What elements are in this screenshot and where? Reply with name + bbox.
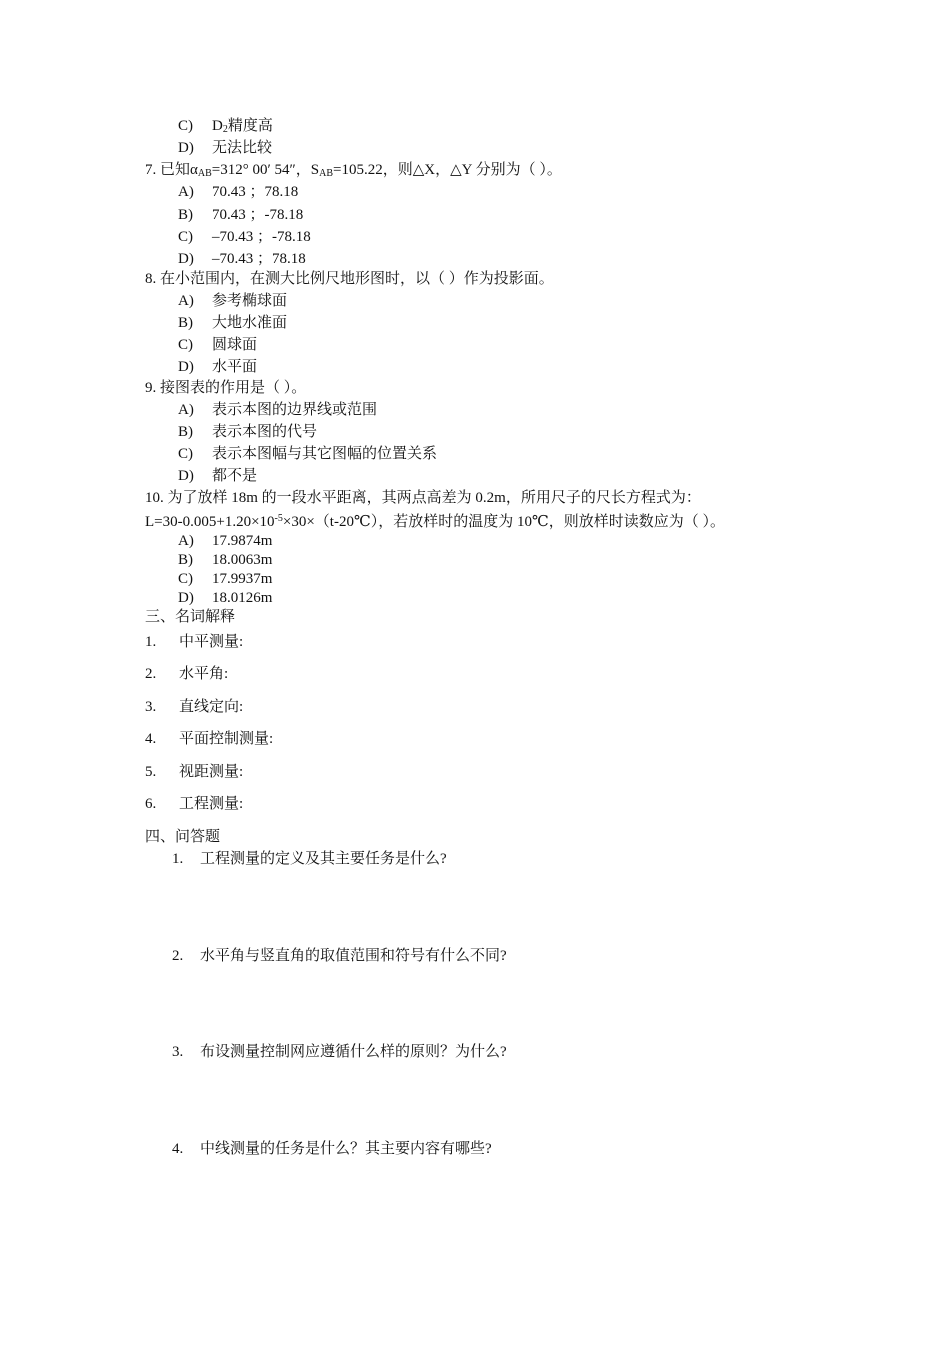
option-label: A) bbox=[178, 533, 194, 549]
section3-item-5 bbox=[145, 762, 243, 782]
option-label: D) bbox=[178, 140, 194, 156]
section3-item-1 bbox=[145, 632, 243, 652]
section4-title: 四、问答题 bbox=[145, 829, 221, 845]
option-label: C) bbox=[178, 229, 193, 245]
option-label: A) bbox=[178, 293, 194, 309]
section3-item-6 bbox=[145, 794, 243, 814]
q6-option-c bbox=[178, 116, 273, 140]
item-text: 视距测量: bbox=[179, 764, 244, 780]
q8-option-d bbox=[178, 357, 257, 377]
q7-stem bbox=[145, 160, 562, 184]
option-label: C) bbox=[178, 118, 193, 134]
option-label: A) bbox=[178, 402, 194, 418]
item-number: 1. bbox=[145, 634, 157, 650]
option-text: 18.0063m bbox=[212, 552, 273, 568]
item-text: 中平测量: bbox=[179, 634, 244, 650]
section4-item-2 bbox=[172, 946, 507, 966]
item-text: 中线测量的任务是什么？其主要内容有哪些? bbox=[200, 1141, 492, 1157]
option-text: 表示本图幅与其它图幅的位置关系 bbox=[212, 446, 438, 462]
option-text: 70.43 ；-78.18 bbox=[212, 207, 304, 223]
option-text: 水平面 bbox=[212, 359, 258, 375]
q9-option-b bbox=[178, 422, 317, 442]
q10-stem-line2 bbox=[145, 509, 725, 532]
option-text: 17.9874m bbox=[212, 533, 273, 549]
q8-stem: 8. 在小范围内，在测大比例尺地形图时，以（ ）作为投影面。 bbox=[145, 271, 554, 287]
option-label: B) bbox=[178, 207, 193, 223]
item-number: 5. bbox=[145, 764, 157, 780]
option-text: 17.9937m bbox=[212, 571, 273, 587]
item-number: 3. bbox=[172, 1044, 184, 1060]
option-text: 精度高 bbox=[227, 118, 273, 134]
subscript: AB bbox=[319, 168, 334, 179]
q6-option-d bbox=[178, 138, 272, 158]
option-label: B) bbox=[178, 552, 193, 568]
item-number: 2. bbox=[145, 666, 157, 682]
item-text: 直线定向: bbox=[179, 699, 244, 715]
stem-part: L=30-0.005+1.20×10 bbox=[145, 514, 275, 530]
option-text: 表示本图的代号 bbox=[212, 424, 318, 440]
q8-option-a bbox=[178, 291, 287, 311]
q7-option-c bbox=[178, 227, 311, 247]
item-number: 4. bbox=[145, 731, 157, 747]
option-label: C) bbox=[178, 446, 193, 462]
option-text: 无法比较 bbox=[212, 140, 273, 156]
item-text: 布设测量控制网应遵循什么样的原则？为什么? bbox=[200, 1044, 507, 1060]
superscript: -5 bbox=[274, 513, 283, 524]
option-label: D) bbox=[178, 590, 194, 606]
q10-option-c bbox=[178, 569, 272, 589]
option-label: B) bbox=[178, 315, 193, 331]
section3-item-3 bbox=[145, 697, 243, 717]
option-text: 大地水准面 bbox=[212, 315, 288, 331]
item-text: 工程测量的定义及其主要任务是什么? bbox=[200, 851, 447, 867]
option-label: C) bbox=[178, 337, 193, 353]
item-text: 水平角与竖直角的取值范围和符号有什么不同? bbox=[200, 948, 507, 964]
item-text: 工程测量: bbox=[179, 796, 244, 812]
item-text: 水平角: bbox=[179, 666, 229, 682]
stem-part: ×30×（t-20℃），若放样时的温度为 10℃，则放样时读数应为（ ）。 bbox=[282, 514, 726, 530]
q7-option-d bbox=[178, 249, 306, 269]
option-text: 18.0126m bbox=[212, 590, 273, 606]
option-text: D bbox=[212, 118, 223, 134]
q10-option-a bbox=[178, 531, 272, 551]
section4-item-1 bbox=[172, 849, 447, 869]
subscript: 2 bbox=[222, 124, 228, 135]
option-text: 70.43 ；78.18 bbox=[212, 184, 299, 200]
option-text: 参考椭球面 bbox=[212, 293, 288, 309]
section3-item-4 bbox=[145, 729, 273, 749]
section4-item-4 bbox=[172, 1139, 492, 1159]
subscript: AB bbox=[197, 168, 212, 179]
item-number: 6. bbox=[145, 796, 157, 812]
option-label: C) bbox=[178, 571, 193, 587]
stem-part: =105.22，则△X，△Y 分别为（ ）。 bbox=[333, 162, 562, 178]
q8-option-b bbox=[178, 313, 287, 333]
option-label: D) bbox=[178, 468, 194, 484]
item-number: 4. bbox=[172, 1141, 184, 1157]
option-label: B) bbox=[178, 424, 193, 440]
option-text: –70.43 ；78.18 bbox=[212, 251, 306, 267]
q10-option-b bbox=[178, 550, 272, 570]
section3-item-2 bbox=[145, 664, 228, 684]
stem-part: =312° 00′ 54″，S bbox=[211, 162, 320, 178]
q9-option-c bbox=[178, 444, 437, 464]
q9-option-d bbox=[178, 466, 257, 486]
option-text: 都不是 bbox=[212, 468, 258, 484]
q9-stem: 9. 接图表的作用是（ ）。 bbox=[145, 380, 307, 396]
q10-stem-line1: 10. 为了放样 18m 的一段水平距离，其两点高差为 0.2m，所用尺子的尺长方程式为： bbox=[145, 490, 701, 506]
option-label: D) bbox=[178, 359, 194, 375]
stem-part: 7. 已知α bbox=[145, 162, 198, 178]
option-text: 表示本图的边界线或范围 bbox=[212, 402, 378, 418]
q9-option-a bbox=[178, 400, 377, 420]
option-label: D) bbox=[178, 251, 194, 267]
item-number: 2. bbox=[172, 948, 184, 964]
option-text: –70.43 ；-78.18 bbox=[212, 229, 311, 245]
item-number: 1. bbox=[172, 851, 184, 867]
q8-option-c bbox=[178, 335, 257, 355]
q10-option-d bbox=[178, 588, 272, 608]
section3-title: 三、名词解释 bbox=[145, 609, 236, 625]
option-label: A) bbox=[178, 184, 194, 200]
item-text: 平面控制测量: bbox=[179, 731, 274, 747]
q7-option-a bbox=[178, 182, 298, 202]
item-number: 3. bbox=[145, 699, 157, 715]
section4-item-3 bbox=[172, 1042, 507, 1062]
option-text: 圆球面 bbox=[212, 337, 258, 353]
q7-option-b bbox=[178, 205, 303, 225]
